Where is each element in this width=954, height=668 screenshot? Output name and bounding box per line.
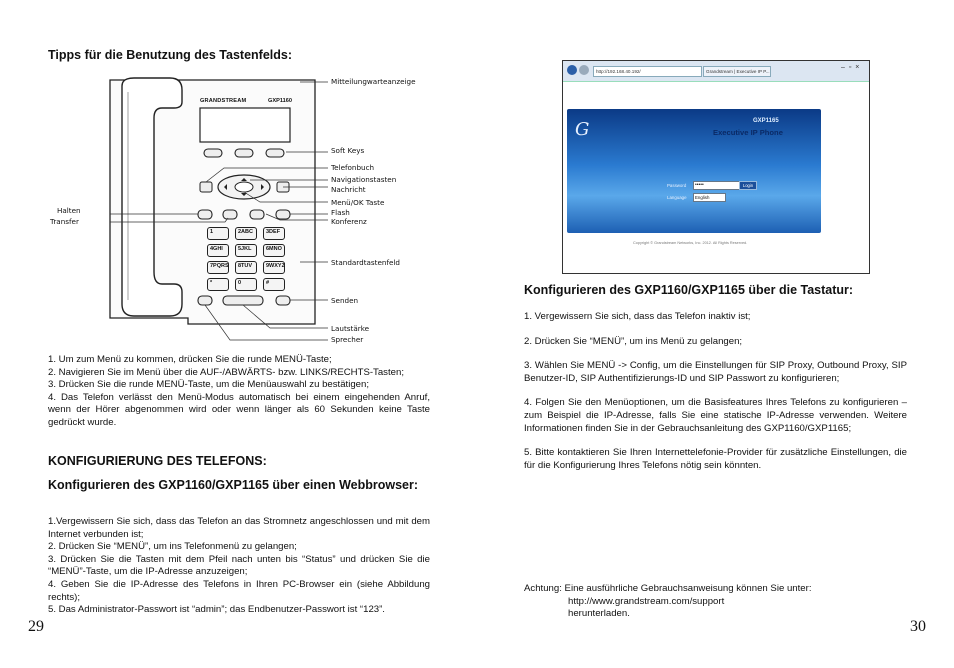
keypad-step: 4. Folgen Sie den Menüoptionen, um die Basisfeatures Ihres Telefons zu konfigurieren – zum Beispiel die IP-Adresse, falls Sie eine statische IP-Adresse verwenden. Weitere Informationen finden Sie in der Gebrauchsanleitung des GXP1160/GXP1165; (524, 397, 907, 434)
tip-item: 3. Drücken Sie die runde MENÜ-Taste, um die Menüauswahl zu bestätigen; (48, 379, 370, 391)
label-hold: Halten (57, 206, 81, 215)
browser-step: 5. Das Administrator-Passwort ist “admin”; das Endbenutzer-Passwort ist “123”. (48, 604, 385, 616)
label-navkeys: Navigationstasten (331, 175, 397, 184)
browser-step: 4. Geben Sie die IP-Adresse des Telefons in Ihren PC-Browser ein (siehe Abbildung rechts); (48, 578, 430, 603)
banner-product: Executive IP Phone (713, 128, 783, 137)
tip-item: 4. Das Telefon verlässt den Menü-Modus automatisch bei einem eingehenden Anruf, wenn der Hörer abgenommen wird oder wenn länger als 60 Sekunden keine Taste gedrückt wurde. (48, 391, 430, 428)
keypad-key: 7PQRS (207, 261, 229, 274)
address-bar[interactable]: http://192.168.40.192/ (593, 66, 702, 77)
grandstream-logo-icon: G (575, 119, 590, 140)
keypad-key: 9WXYZ (263, 261, 285, 274)
browser-step: 3. Drücken Sie die Tasten mit dem Pfeil nach unten bis “Status” und drücken Sie die “MENÜ”-Taste, um die IP-Adresse anzuzeigen; (48, 553, 430, 578)
keypad-steps (524, 311, 907, 472)
page-number-left: 29 (28, 618, 44, 635)
window-controls-icon[interactable]: – ▫ × (841, 64, 861, 71)
banner-model: GXP1165 (753, 118, 779, 124)
keypad-key: 2ABC (235, 227, 257, 240)
page-number-right: 30 (910, 618, 926, 635)
label-softkeys: Soft Keys (331, 146, 365, 155)
copyright-text: Copyright © Grandstream Networks, Inc. 2012. All Rights Reserved. (633, 241, 748, 245)
label-message: Nachricht (331, 185, 366, 194)
label-mwi: Mitteilungwarteanzeige (331, 77, 416, 86)
language-select[interactable]: English (693, 193, 726, 202)
tip-item: 1. Um zum Menü zu kommen, drücken Sie die runde MENÜ-Taste; (48, 354, 332, 365)
keypad-key: * (207, 278, 229, 291)
phone-model: GXP1160 (268, 98, 292, 104)
tip-item: 2. Navigieren Sie im Menü über die AUF-/ABWÄRTS- bzw. LINKS/RECHTS-Tasten; (48, 366, 404, 378)
section-heading: KONFIGURIERUNG DES TELEFONS: (48, 454, 267, 468)
left-heading: Tipps für die Benutzung des Tastenfelds: (48, 48, 293, 62)
note-text: Eine ausführliche Gebrauchsanweisung können Sie unter: (564, 583, 812, 594)
back-icon[interactable] (567, 65, 577, 75)
tips-list (48, 354, 430, 430)
keypad-key: 1 (207, 227, 229, 240)
label-speaker: Sprecher (331, 335, 364, 344)
keypad-step: 3. Wählen Sie MENÜ -> Config, um die Einstellungen für SIP Proxy, Outbound Proxy, SIP Benutzer-ID, SIP Authentifizierungs-ID und SIP Passwort zu konfigurieren; (524, 360, 907, 384)
phone-brand: GRANDSTREAM (200, 98, 247, 104)
note-line (524, 583, 907, 596)
label-volume: Lautstärke (331, 324, 370, 333)
label-keypad: Standardtastenfeld (331, 258, 400, 267)
label-flash: Flash (331, 208, 350, 217)
note-block (524, 583, 907, 621)
keypad-key: 6MNO (263, 244, 285, 257)
keypad-key: 8TUV (235, 261, 257, 274)
label-phonebook: Telefonbuch (331, 163, 375, 172)
browser-step: 2. Drücken Sie “MENÜ”, um ins Telefonmenü zu gelangen; (48, 541, 297, 553)
note-label: Achtung: (524, 583, 562, 594)
keypad-key: 3DEF (263, 227, 285, 240)
label-send: Senden (331, 296, 359, 305)
label-conference: Konferenz (331, 217, 367, 226)
label-transfer: Transfer (50, 217, 79, 226)
keypad-step: 5. Bitte kontaktieren Sie Ihren Internettelefonie-Provider für zusätzliche Einstellungen, die für die Konfigurierung Ihres Telefons nötig sein könnten. (524, 447, 907, 471)
keypad-key: 4GHI (207, 244, 229, 257)
keypad-key: # (263, 278, 285, 291)
note-end: herunterladen. (568, 608, 630, 620)
note-url[interactable]: http://www.grandstream.com/support (568, 595, 725, 607)
label-menuok: Menü/OK Taste (331, 198, 385, 207)
keypad-key: 5JKL (235, 244, 257, 257)
login-banner (567, 109, 821, 233)
keypad-step: 1. Vergewissern Sie sich, dass das Telefon inaktiv ist; (524, 311, 751, 322)
keypad-heading: Konfigurieren des GXP1160/GXP1165 über die Tastatur: (524, 283, 854, 297)
phone-diagram (100, 72, 440, 347)
login-button[interactable]: Login (739, 181, 757, 190)
browser-window (562, 60, 870, 274)
forward-icon[interactable] (579, 65, 589, 75)
browser-step: 1.Vergewissern Sie sich, dass das Telefon an das Stromnetz angeschlossen und mit dem Internet verbunden ist; (48, 516, 430, 540)
browser-heading: Konfigurieren des GXP1160/GXP1165 über einen Webbrowser: (48, 478, 419, 492)
password-label: Password (667, 183, 687, 188)
browser-toolbar (563, 61, 869, 82)
keypad-key: 0 (235, 278, 257, 291)
keypad-step: 2. Drücken Sie “MENÜ”, um ins Menü zu gelangen; (524, 335, 743, 347)
browser-tab[interactable]: Grandstream | Executive IP P... (703, 66, 771, 77)
browser-steps (48, 516, 430, 617)
password-field[interactable]: ••••• (693, 181, 740, 190)
language-label: Language (667, 195, 687, 200)
